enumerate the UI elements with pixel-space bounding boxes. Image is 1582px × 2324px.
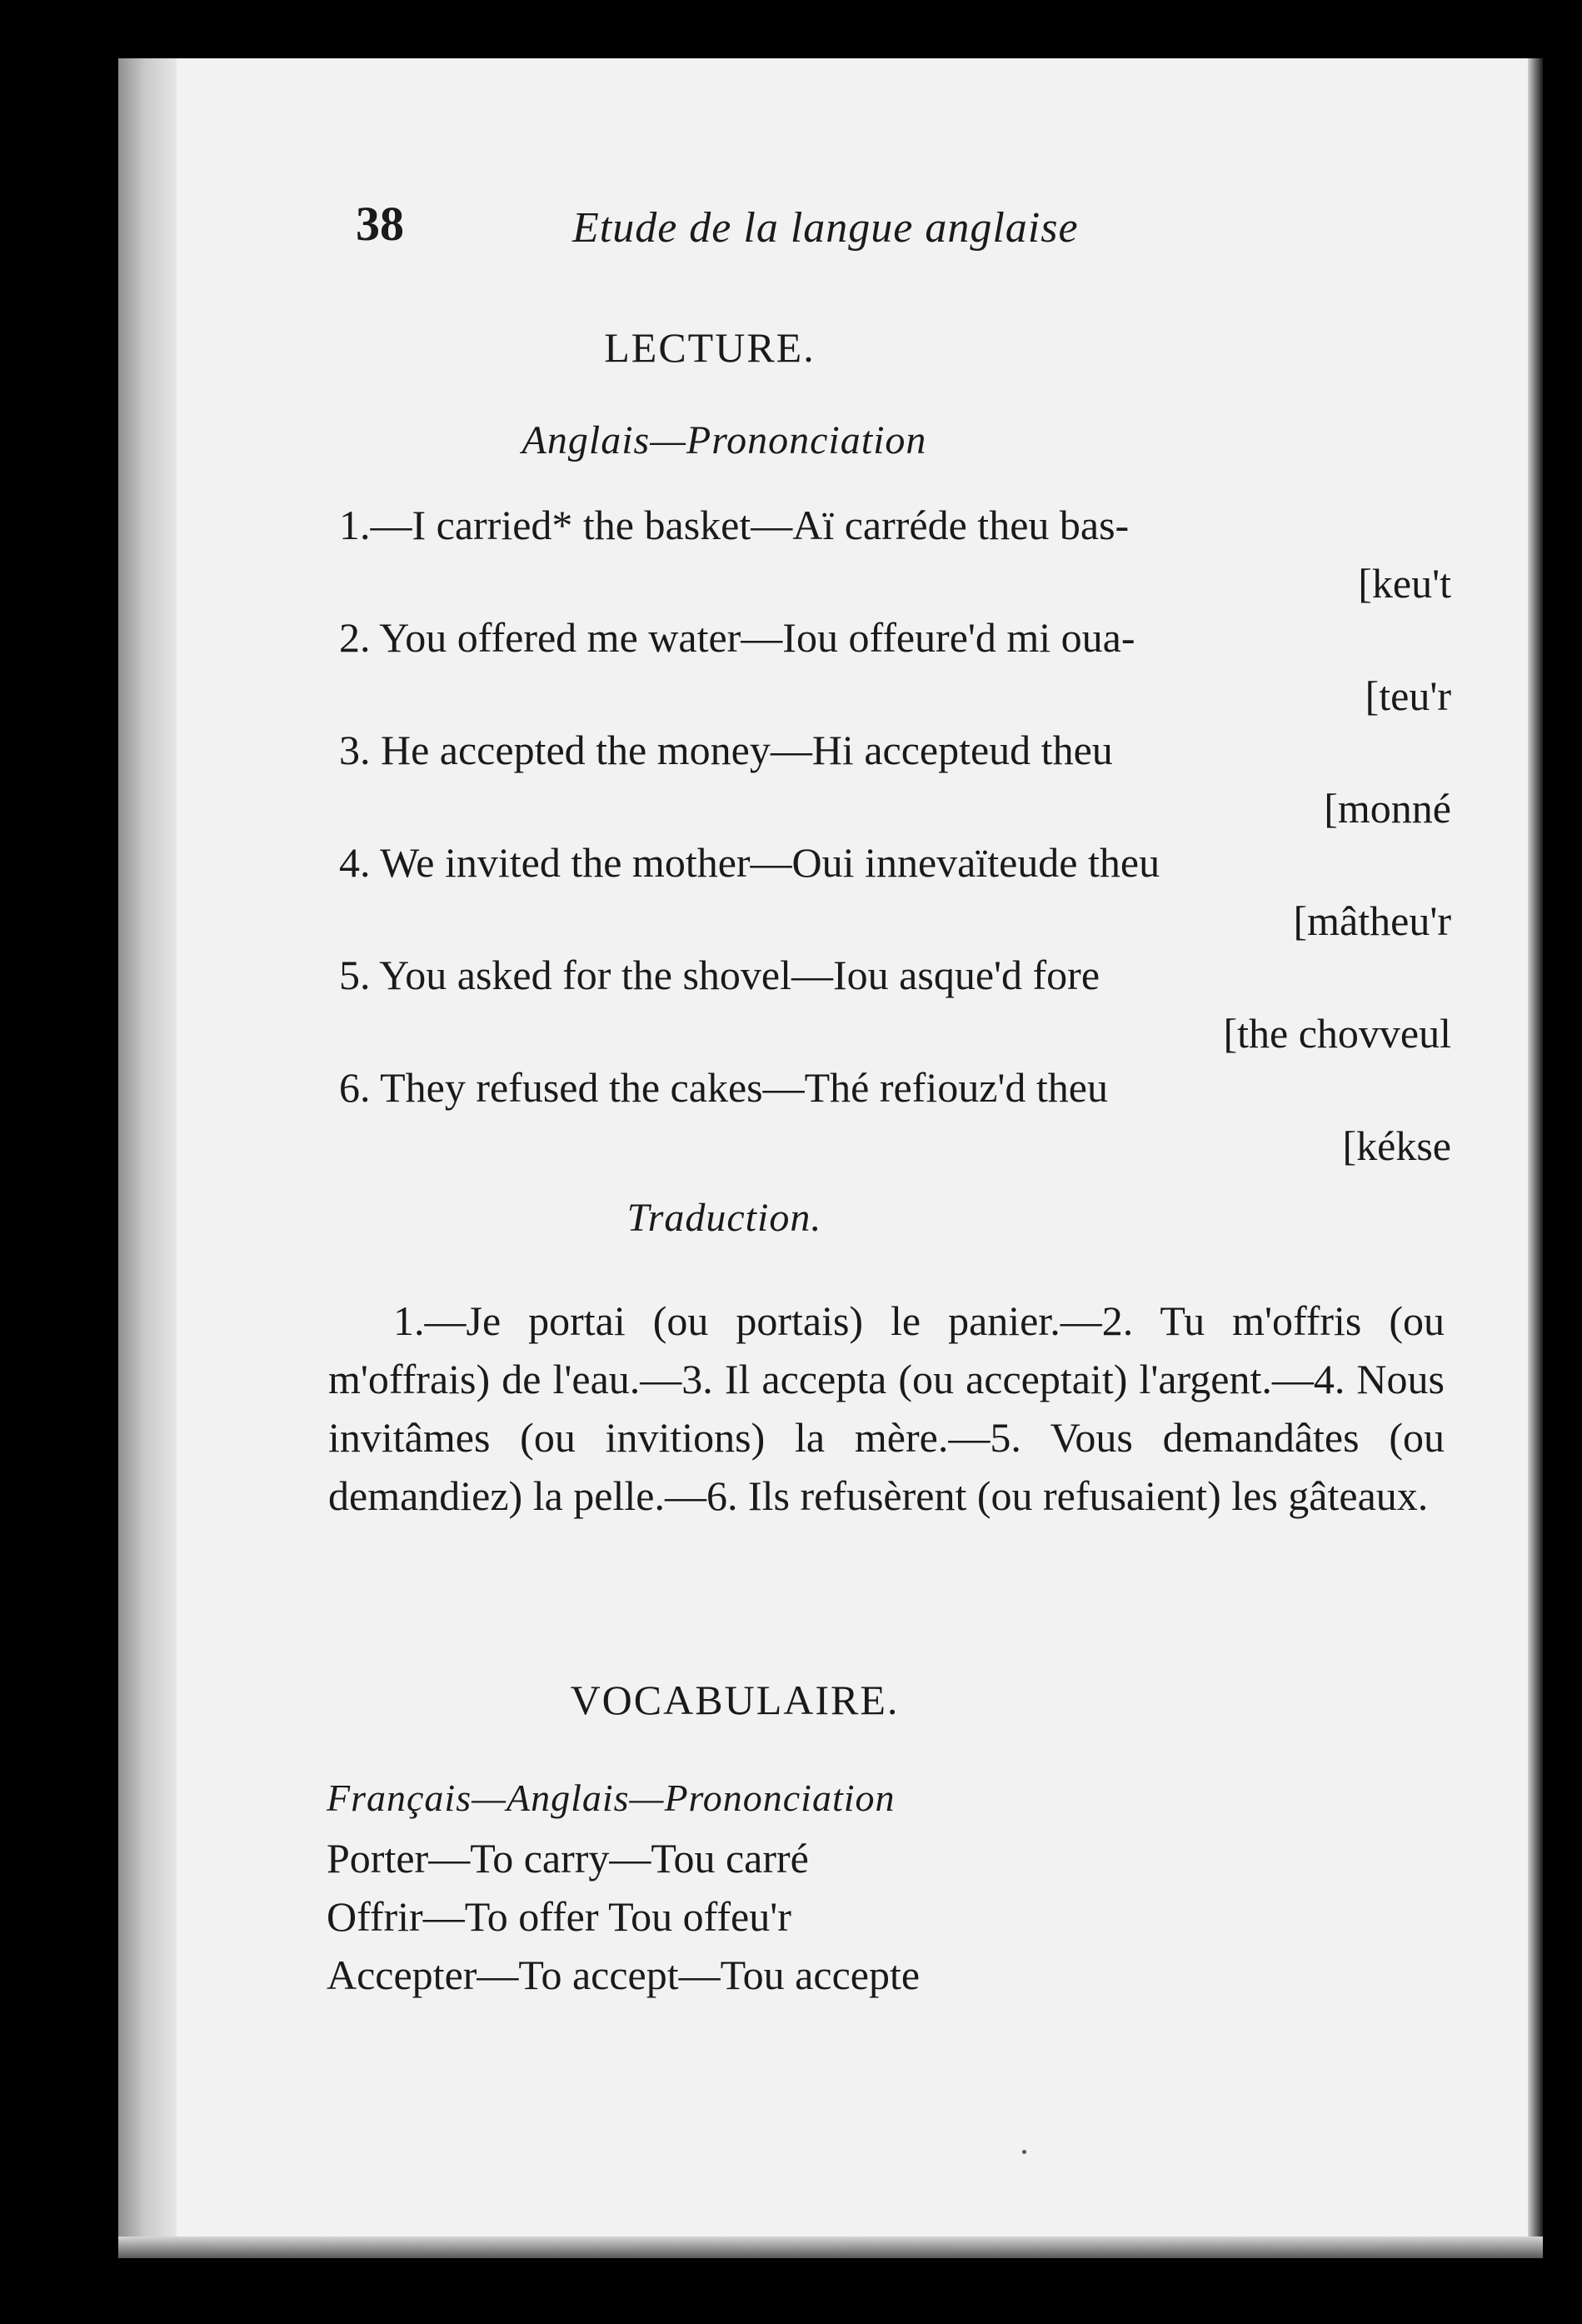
- lecture-item-5: [339, 952, 1451, 1057]
- vocabulaire-entry: Porter—To carry—Tou carré: [327, 1835, 809, 1882]
- page-bottom-edge: [118, 2237, 1543, 2258]
- lecture-item-continuation: [keu't: [1358, 560, 1451, 607]
- lecture-item-continuation: [monné: [1324, 785, 1451, 832]
- vocabulaire-title: VOCABULAIRE.: [570, 1677, 900, 1723]
- page-right-edge: [1528, 58, 1543, 2258]
- lecture-item-continuation: [kékse: [1342, 1122, 1451, 1169]
- lecture-item-continuation: [teu'r: [1365, 672, 1451, 719]
- lecture-item-2: [339, 614, 1451, 719]
- lecture-item-6: [339, 1064, 1451, 1169]
- lecture-item-main: 4. We invited the mother—Oui innevaïteude theu: [339, 839, 1160, 886]
- page-binding-shadow: [118, 58, 177, 2258]
- vocabulaire-subtitle: Français—Anglais—Prononciation: [327, 1777, 896, 1819]
- lecture-item-3: [339, 727, 1451, 832]
- lecture-item-1: [339, 502, 1451, 607]
- vocabulaire-entry: Accepter—To accept—Tou accepte: [327, 1952, 921, 1998]
- lecture-item-4: [339, 839, 1451, 944]
- lecture-item-continuation: [mâtheu'r: [1293, 897, 1451, 944]
- lecture-item-main: 3. He accepted the money—Hi accepteud theu: [339, 727, 1113, 773]
- lecture-item-main: 5. You asked for the shovel—Iou asque'd fore: [339, 952, 1100, 998]
- running-head: Etude de la langue anglaise: [572, 204, 1079, 252]
- traduction-title: Traduction.: [626, 1196, 822, 1240]
- lecture-title: LECTURE.: [604, 324, 816, 371]
- scan-speck: [1022, 2150, 1026, 2154]
- scanned-page: [118, 58, 1543, 2258]
- vocabulaire-entry: Offrir—To offer Tou offeu'r: [327, 1893, 791, 1940]
- lecture-item-main: 1.—I carried* the basket—Aï carréde theu bas-: [339, 502, 1130, 548]
- page-number: 38: [356, 197, 404, 251]
- lecture-item-continuation: [the chovveul: [1223, 1010, 1451, 1057]
- lecture-item-main: 6. They refused the cakes—Thé refiouz'd theu: [339, 1064, 1108, 1111]
- traduction-paragraph: 1.—Je portai (ou portais) le panier.—2. Tu m'offris (ou m'offrais) de l'eau.—3. Il accepta (ou acceptait) l'argent.—4. Nous invitâmes (ou invitions) la mère.—5. Vous demandâtes (ou demandiez) la pelle.—6. Ils refusèrent (ou refusaient) les gâteaux.: [328, 1297, 1445, 1519]
- lecture-item-main: 2. You offered me water—Iou offeure'd mi oua-: [339, 614, 1135, 661]
- lecture-subtitle: Anglais—Prononciation: [522, 418, 927, 462]
